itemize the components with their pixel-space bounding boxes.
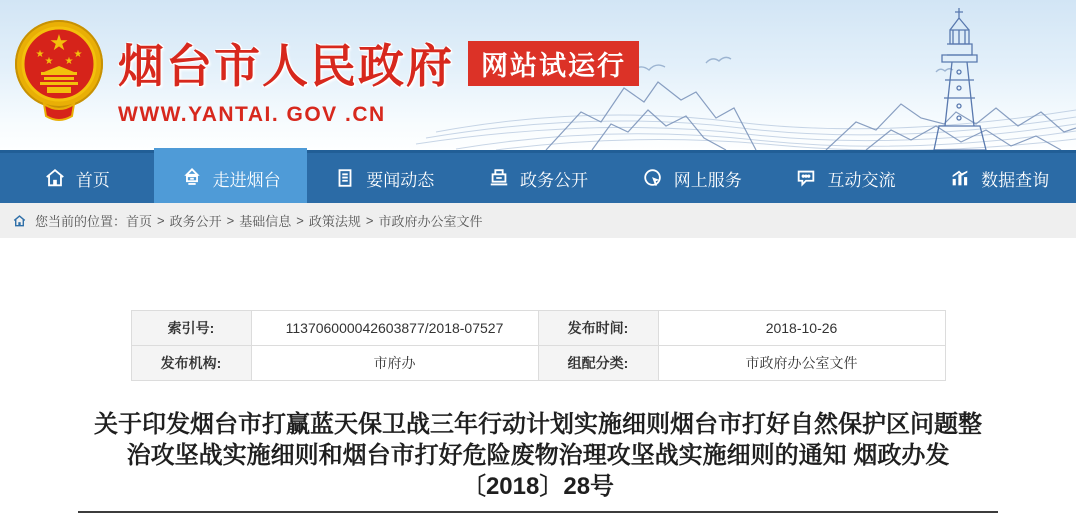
brand-block xyxy=(118,30,639,127)
title-divider xyxy=(78,511,998,513)
table-row xyxy=(131,311,945,346)
nav-item-online-service[interactable] xyxy=(615,153,769,203)
breadcrumb-item-policy[interactable]: 政策法规 xyxy=(308,214,361,229)
site-header xyxy=(0,0,1076,150)
breadcrumb xyxy=(0,203,1076,238)
svg-text:★: ★ xyxy=(49,31,69,56)
breadcrumb-item-office-files[interactable]: 市政府办公室文件 xyxy=(378,214,483,229)
nav-label: 政务公开 xyxy=(520,170,589,190)
breadcrumb-separator: > xyxy=(365,213,374,228)
china-national-emblem-icon xyxy=(14,16,104,122)
document-meta-table xyxy=(131,310,946,381)
meta-label-pubdate: 发布时间: xyxy=(538,311,658,346)
meta-value-index: 113706000042603877/2018-07527 xyxy=(251,311,538,346)
chat-icon xyxy=(795,167,817,189)
breadcrumb-separator: > xyxy=(226,213,235,228)
trial-run-badge: 网站试运行 xyxy=(468,41,639,86)
nav-label: 互动交流 xyxy=(827,170,896,190)
online-service-icon xyxy=(642,167,664,189)
breadcrumb-separator: > xyxy=(296,213,304,228)
nav-item-interaction[interactable] xyxy=(769,153,923,203)
main-nav xyxy=(0,150,1076,203)
breadcrumb-item-gov-open[interactable]: 政务公开 xyxy=(169,214,222,229)
breadcrumb-item-basic-info[interactable]: 基础信息 xyxy=(239,214,292,229)
nav-item-news[interactable] xyxy=(307,153,461,203)
svg-text:★: ★ xyxy=(64,56,74,67)
nav-label: 网上服务 xyxy=(673,170,742,190)
meta-value-category: 市政府办公室文件 xyxy=(658,346,945,381)
nav-item-data-query[interactable] xyxy=(922,153,1076,203)
home-icon xyxy=(12,214,27,228)
data-chart-icon xyxy=(949,167,971,189)
nav-label: 数据查询 xyxy=(981,170,1050,190)
home-icon xyxy=(44,167,66,189)
nav-label: 首页 xyxy=(75,170,110,190)
gov-open-icon xyxy=(488,167,510,189)
breadcrumb-item-home[interactable]: 首页 xyxy=(126,214,153,229)
nav-item-home[interactable] xyxy=(0,153,154,203)
nav-label: 走进烟台 xyxy=(212,170,281,190)
svg-text:★: ★ xyxy=(35,49,45,60)
breadcrumb-prefix: 您当前的位置： xyxy=(35,214,127,229)
news-icon xyxy=(334,167,356,189)
svg-text:★: ★ xyxy=(73,49,83,60)
svg-text:★: ★ xyxy=(44,56,54,67)
document-title: 关于印发烟台市打赢蓝天保卫战三年行动计划实施细则烟台市打好自然保护区问题整治攻坚战实施细则和烟台市打好危险废物治理攻坚战实施细则的通知 烟政办发〔2018〕28号 xyxy=(94,411,982,500)
lighthouse-icon xyxy=(934,8,986,150)
nav-item-gov-open[interactable] xyxy=(461,153,615,203)
meta-label-agency: 发布机构: xyxy=(131,346,251,381)
nav-label: 要闻动态 xyxy=(366,170,435,190)
meta-label-index: 索引号: xyxy=(131,311,251,346)
meta-value-agency: 市府办 xyxy=(251,346,538,381)
meta-value-pubdate: 2018-10-26 xyxy=(658,311,945,346)
landmark-icon xyxy=(181,167,203,189)
table-row xyxy=(131,346,945,381)
seagull-icon xyxy=(632,57,953,72)
breadcrumb-separator: > xyxy=(157,213,165,228)
site-url: WWW.YANTAI. GOV .CN xyxy=(118,103,386,126)
nav-item-about-yantai[interactable] xyxy=(154,153,308,203)
meta-label-category: 组配分类: xyxy=(538,346,658,381)
site-title[interactable]: 烟台市人民政府 xyxy=(118,40,454,92)
